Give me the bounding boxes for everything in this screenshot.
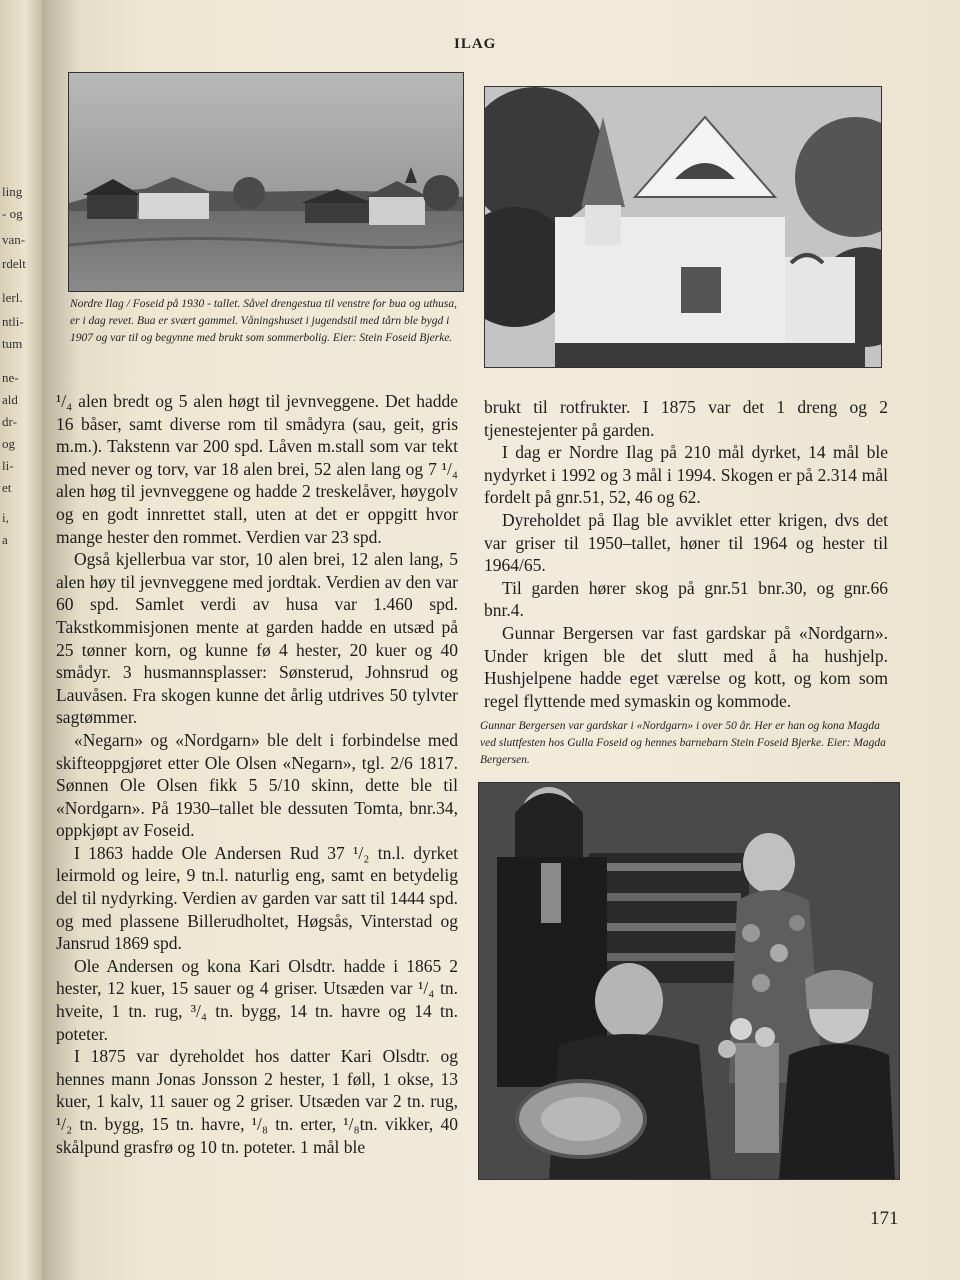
right-paragraph-3: Dyreholdet på Ilag ble avviklet etter krigen, dvs det var griser til 1950–tallet, høner til 1964 og hester til 1964/65. — [484, 509, 888, 576]
right-paragraph-4: Til garden hører skog på gnr.51 bnr.30, og gnr.66 bnr.4. — [484, 577, 888, 621]
previous-page-text-fragment: ling — [2, 184, 23, 199]
left-paragraph-4: I 1863 hadde Ole Andersen Rud 37 ¹/₂ tn.l. dyrket leirmold og leire, 9 tn.l. naturlig eng, samt en betydelig del til nydyrking. Verdien av garden var satt til 1444 spd. og med plassene Billerudholtet, Høgsås, Vinterstad og Jansrud 1869 spd. — [56, 842, 458, 954]
party-portrait-photo — [478, 782, 900, 1180]
left-paragraph-2: Også kjellerbua var stor, 10 alen brei, 12 alen lang, 5 alen høy til jevnveggene med jordtak. Verdien av den var 60 spd. Samlet verdi av husa var 1.460 spd. Takstkommisjonen mente at garden hadde en utsæd på 25 tønner korn, og kunne fø 4 hester, 20 kuer og 40 smådyr. 3 husmannsplasser: Sønsterud, Johnsrud og Lauvåsen. Fra skogen kunne det årlig utdrives 50 tylvter sagtømmer. — [56, 549, 458, 728]
previous-page-text-fragment: ald — [2, 392, 18, 407]
previous-page-text-fragment: dr- — [2, 414, 17, 429]
previous-page-text-fragment: ne- — [2, 370, 19, 385]
farm-landscape-photo — [68, 72, 464, 292]
previous-page-text-fragment: et — [2, 480, 12, 495]
previous-page-text-fragment: li- — [2, 458, 14, 473]
party-portrait-image — [479, 783, 899, 1179]
left-paragraph-5: Ole Andersen og kona Kari Olsdtr. hadde i 1865 2 hester, 12 kuer, 15 sauer og 4 griser. Utsæden var ¹/₄ tn. hveite, 1 tn. rug, ³/₄ tn. bygg, 14 tn. havre og 14 tn. poteter. — [56, 955, 458, 1044]
previous-page-text-fragment: rdelt — [2, 256, 26, 271]
running-head: ILAG — [454, 36, 497, 52]
left-paragraph-3: «Negarn» og «Nordgarn» ble delt i forbindelse med skifteoppgjøret etter Ole Olsen «Negarn», tgl. 2/6 1817. Sønnen Ole Olsen fikk 5 5/10 skinn, dette ble til «Nordgarn». På 1930–tallet ble dessuten Tomta, bnr.34, oppkjøpt av Foseid. — [56, 729, 458, 841]
previous-page-text-fragment: i, — [2, 510, 9, 525]
right-paragraph-1: brukt til rotfrukter. I 1875 var det 1 dreng og 2 tjenestejenter på garden. — [484, 397, 888, 440]
left-paragraph-6: I 1875 var dyreholdet hos datter Kari Olsdtr. og hennes mann Jonas Jonsson 2 hester, 1 føll, 1 okse, 13 kuer, 1 kalv, 11 sauer og 2 griser. Utsæden var 2 tn. rug, ¹/₂ tn. bygg, 15 tn. havre, ¹/₈ tn. erter, ¹/₈tn. vikker, 40 skålpund grasfrø og 10 tn. poteter. 1 mål ble — [56, 1046, 458, 1157]
previous-page-text-fragment: a — [2, 532, 8, 547]
previous-page-text-fragment: ntli- — [2, 314, 24, 329]
jugendstil-house-photo — [484, 86, 882, 368]
bottom-right-photo-caption: Gunnar Bergersen var gardskar i «Nordgarn» i over 50 år. Her er han og kona Magda ved sluttfesten hos Gulla Foseid og hennes barnebarn Stein Foseid Bjerke. Eier: Magda Bergersen. — [480, 720, 886, 766]
right-text-column — [484, 396, 888, 712]
previous-page-text-fragment: og — [2, 436, 15, 451]
previous-page-edge — [0, 0, 42, 1280]
page-number: 171 — [870, 1208, 899, 1229]
right-paragraph-2: I dag er Nordre Ilag på 210 mål dyrket, 14 mål ble nydyrket i 1992 og 3 mål i 1994. Skogen er på 2.314 mål fordelt på gnr.51, 52, 46 og 62. — [484, 442, 888, 508]
previous-page-text-fragment: van- — [2, 232, 26, 247]
jugendstil-house-image — [485, 87, 881, 367]
right-paragraph-5: Gunnar Bergersen var fast gardskar på «Nordgarn». Under krigen ble det slutt med å ha hushjelp. Hushjelpene hadde eget værelse og kott, og kom som regel flyttende med symaskin og kommode. — [484, 622, 888, 711]
top-left-photo-caption: Nordre Ilag / Foseid på 1930 - tallet. Såvel drengestua til venstre for bua og uthusa, er i dag revet. Bua er svært gammel. Våningshuset i jugendstil med tårn ble bygd i 1907 og var til og begynne med brukt som sommerbolig. Eier: Stein Foseid Bjerke. — [70, 298, 458, 344]
previous-page-text-fragment: tum — [2, 336, 23, 351]
farm-landscape-image — [69, 73, 463, 291]
book-page — [42, 0, 960, 1280]
left-text-column — [56, 390, 458, 1158]
left-paragraph-1: ¹/₄ alen bredt og 5 alen høgt til jevnveggene. Det hadde 16 båser, samt diverse rom til smådyra (sau, geit, gris m.m.). Takstenn var 200 spd. Låven m.stall som var tekt med never og torv, var 18 alen brei, 52 alen lang og 7 ¹/₄ alen høg til jevnveggene og hadde 2 treskelåver, høygolv og en godt innrettet stall, uten at det er oppgitt hvor mange hester den rommet. Verdien var 23 spd. — [56, 391, 458, 547]
previous-page-text-fragment: lerl. — [2, 290, 23, 305]
previous-page-text-fragment: - og — [2, 206, 23, 221]
